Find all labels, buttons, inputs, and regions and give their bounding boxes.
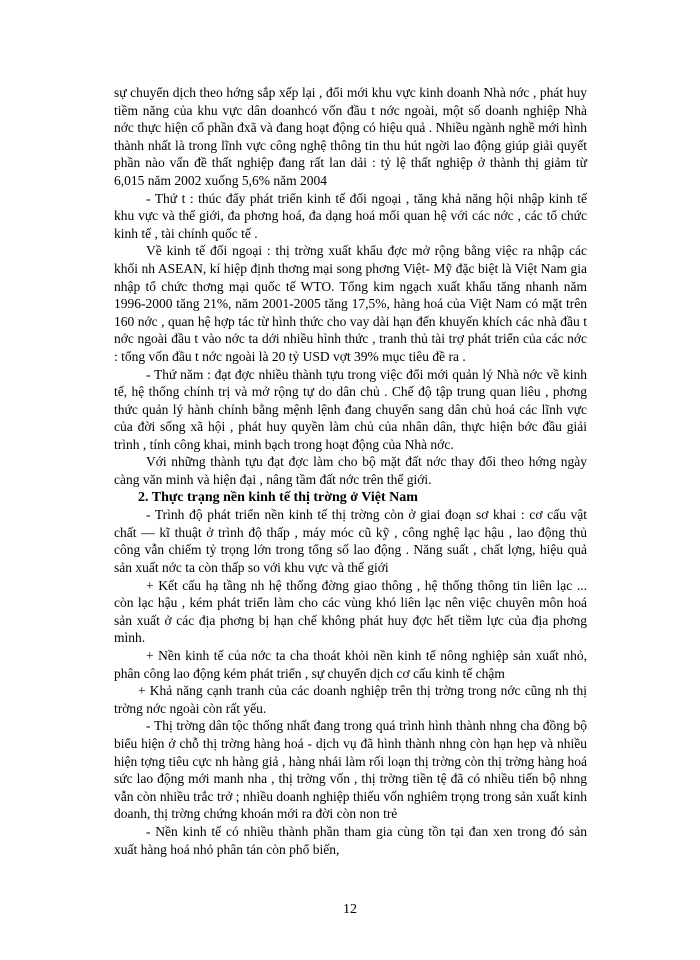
paragraph-1: sự chuyển dịch theo hớng sắp xếp lại , đổi mới khu vực kinh doanh Nhà nớc , phát huy tiềm năng của khu vực dân doanhcó vốn đầu t nớc ngoài, một số doanh nghiệp Nhà nớc thực hiện cổ phần đxã và đang hoạt động có hiệu quả . Nhiều ngành nghề mới hình thành nhất là trong lĩnh vực công nghệ thông tin thu hút ngời lao động giúp giải quyết phần nào vấn đề thất nghiệp đang rất lan dải : tỷ lệ thất nghiệp ở thành thị giảm từ 6,015 năm 2002 xuống 5,6% năm 2004 <box>114 85 587 188</box>
paragraph-3: Về kinh tế đối ngoại : thị trờng xuất khẩu đợc mở rộng bằng việc ra nhập các khối nh ASEAN, kí hiệp định thơng mại song phơng Việt- Mỹ đặc biệt là Việt Nam gia nhập tổ chức thơng mại quốc tế WTO. Tổng kim ngạch xuất khẩu tăng nhanh năm 1996-2000 tăng 21%, năm 2001-2005 tăng 17,5%, hàng hoá của Việt Nam có mặt trên 160 nớc , quan hệ hợp tác từ hình thức cho vay dài hạn đến khuyến khích các nhà đầu t nớc ngoài đầu t vào nớc ta dới nhiều hình thức , tranh thủ tài trợ phát triển của các nớc : tổng vốn đầu t nớc ngoài là 20 tỷ USD vợt 39% mục tiêu đề ra . <box>114 243 587 364</box>
paragraph-8: + Nền kinh tế của nớc ta cha thoát khỏi nền kinh tế nông nghiệp sản xuất nhỏ, phân công lao động kém phát triển , sự chuyển dịch cơ cấu kinh tế chậm <box>114 648 587 681</box>
paragraph-10: - Thị trờng dân tộc thống nhất đang trong quá trình hình thành nhng cha đồng bộ biểu hiện ở chỗ thị trờng hàng hoá - dịch vụ đã hình thành nhng còn hạn hẹp và nhiều hiện tợng tiêu cực nh hàng giả , hàng nhái làm rối loạn thị trờng còn thị trờng hàng hoá sức lao động mới manh nha , thị trờng vốn , thị trờng tiền tệ đã có nhiều tiến bộ nhng vẫn còn nhiều trắc trở ; nhiều doanh nghiệp thiếu vốn nghiêm trọng trong sản xuất kinh doanh, thị trờng chứng khoán mới ra đời còn non trẻ <box>114 718 587 822</box>
paragraph-4: - Thứ năm : đạt đợc nhiều thành tựu trong việc đổi mới quản lý Nhà nớc về kinh tế, hệ thống chính trị và mở rộng tự do dân chủ . Chế độ tập trung quan liêu , phơng thức quản lý hành chính bằng mệnh lệnh đang chuyển sang dân chủ hoá các lĩnh vực của đời sống xã hội , phát huy quyền làm chủ của nhân dân, thực hiện bớc đầu giải trình , tính công khai, minh bạch trong hoạt động của Nhà nớc. <box>114 366 587 452</box>
paragraph-6: - Trình độ phát triển nền kinh tế thị trờng còn ở giai đoạn sơ khai : cơ cấu vật chất — kĩ thuật ở trình độ thấp , máy móc cũ kỹ , công nghệ lạc hậu , lao động thủ công vẫn chiếm tỷ trọng lớn trong tổng số lao động . Năng suất , chất lợng, hiệu quả sản xuất nớc ta còn thấp so với khu vực và thế giới <box>114 507 587 576</box>
page-number: 12 <box>343 902 357 917</box>
paragraph-2: - Thứ t : thúc đẩy phát triển kinh tế đối ngoại , tăng khả năng hội nhập kinh tế khu vực và thế giới, đa phơng hoá, đa dạng hoá mối quan hệ với các nớc , các tổ chức kinh tế , tài chính quốc tế . <box>114 190 587 241</box>
paragraph-11: - Nền kinh tế có nhiều thành phần tham gia cùng tồn tại đan xen trong đó sản xuất hàng hoá nhỏ phân tán còn phổ biến, <box>114 823 587 857</box>
section-heading: 2. Thực trạng nền kinh tế thị trờng ở Việt Nam <box>138 489 418 505</box>
body-text <box>114 84 587 858</box>
paragraph-5: Với những thành tựu đạt đợc làm cho bộ mặt đất nớc thay đổi theo hớng ngày càng văn minh và hiện đại , nâng tầm đất nớc trên thế giới. <box>114 454 587 488</box>
paragraph-9: + Khả năng cạnh tranh của các doanh nghiệp trên thị trờng trong nớc cũng nh thị trờng nớc ngoài còn rất yếu. <box>114 683 587 716</box>
paragraph-7: + Kết cấu hạ tầng nh hệ thống đờng giao thông , hệ thống thông tin liên lạc ... còn lạc hậu , kém phát triển làm cho các vùng khó liên lạc nên việc chuyên môn hoá sản xuất ở các địa phơng bị hạn chế không phát huy đợc hết tiềm lực của địa phơng mình. <box>114 577 587 646</box>
